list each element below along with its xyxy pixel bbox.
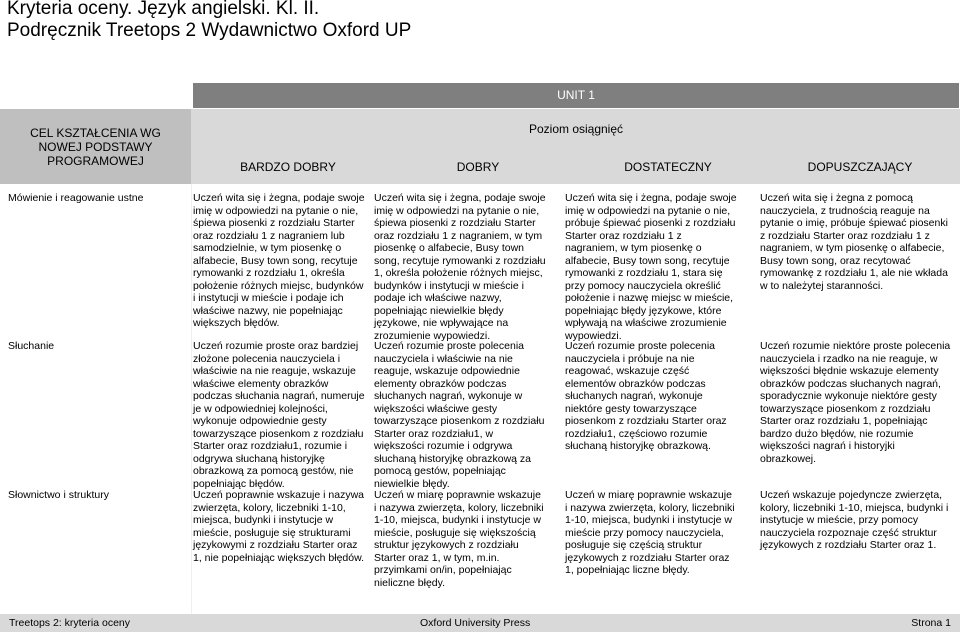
cell-slownictwo-dobry: Uczeń w miarę poprawnie wskazuje i nazywa zwierzęta, kolory, liczebniki 1-10, miejsca, budynki i instytucje w mieście, posługuje się większością struktur językowych z rozdziału Starter oraz 1, w tym, m.in. przyimkami on/in, popełniając nieliczne błędy. (374, 489, 544, 589)
footer-left: Treetops 2: kryteria oceny (9, 617, 130, 629)
column-divider (191, 184, 192, 614)
cell-mowienie-dobry: Uczeń wita się i żegna, podaje swoje imię w odpowiedzi na pytanie o nie, śpiewa piosenki z rozdziału Starter oraz rozdziału 1 z nagraniem, w tym piosenkę o alfabecie, Busy town song, recytuje rymowanki z rozdziału 1, określa położenie różnych miejsc, budynków i instytucji w mieście i podaje ich właściwe nazwy, popełniając niewielkie błędy językowe, nie wpływające na zrozumienie wypowiedzi. (374, 192, 546, 342)
cel-header (0, 109, 191, 184)
footer-page-number: Strona 1 (911, 617, 951, 629)
cell-slownictwo-dopuszczajacy: Uczeń wskazuje pojedyncze zwierzęta, kolory, liczebniki 1-10, miejsca, budynki i instytucje w mieście, przy pomocy nauczyciela rozpoznaje część struktur językowych z rozdziału Starter oraz 1. (760, 489, 949, 551)
title-line-1: Kryteria oceny. Język angielski. Kl. II. (7, 0, 320, 19)
cell-sluchanie-bardzo-dobry: Uczeń rozumie proste oraz bardziej złożone polecenia nauczyciela i właściwie na nie reaguje, wskazuje właściwe elementy obrazków podczas słuchania nagrań, numeruje je w odpowiedniej kolejności, wykonuje odpowiednie gesty towarzyszące piosenkom z rozdziału Starter oraz rozdziału1, rozumie i odgrywa słuchaną historyjkę obrazkową za pomocą gestów, nie popełniając błędów. (193, 340, 365, 490)
cel-header-text: CEL KSZTAŁCENIA WG NOWEJ PODSTAWY PROGRAMOWEJ (30, 125, 161, 168)
cell-sluchanie-dobry: Uczeń rozumie proste polecenia nauczyciela i właściwie na nie reaguje, wskazuje odpowiednie elementy obrazków podczas słuchanych nagrań, wykonuje w większości właściwe gesty towarzyszące piosenkom z rozdziału Starter oraz rozdziału1, w większości rozumie i odgrywa słuchaną historyjkę obrazkową za pomocą gestów, popełniając niewielkie błędy. (374, 340, 545, 490)
poziom-header: Poziom osiągnięć (528, 122, 624, 136)
page-footer (0, 614, 960, 632)
cell-mowienie-dostateczny: Uczeń wita się i żegna, podaje swoje imię w odpowiedzi na pytanie o nie, próbuje śpiewać piosenki z rozdziału Starter oraz rozdziału 1 z nagraniem, w tym piosenkę o alfabecie, Busy town song, recytuje rymowanki z rozdziału 1, stara się przy pomocy nauczyciela określić położenie i nazwę miejsc w mieście, popełniając błędy językowe, które wpływają na właściwe zrozumienie wypowiedzi. (565, 192, 737, 342)
cell-slownictwo-bardzo-dobry: Uczeń poprawnie wskazuje i nazywa zwierzęta, kolory, liczebniki 1-10, miejsca, budynki i instytucje w mieście, posługuje się strukturami językowymi z rozdziału Starter oraz 1, nie popełniając większych błędów. (193, 489, 365, 564)
cell-mowienie-bardzo-dobry: Uczeń wita się i żegna, podaje swoje imię w odpowiedzi na pytanie o nie, śpiewa piosenki z rozdziału Starter oraz rozdziału 1 z nagraniem lub samodzielnie, w tym piosenkę o alfabecie, Busy town song, recytuje rymowanki z rozdziału 1, określa położenie różnych miejsc, budynków i instytucji w mieście i podaje ich właściwe nazwy, nie popełniając większych błędów. (193, 192, 365, 329)
cell-sluchanie-dopuszczajacy: Uczeń rozumie niektóre proste polecenia nauczyciela i rzadko na nie reaguje, w większości błędnie wskazuje elementy obrazków podczas słuchanych nagrań, sporadycznie wykonuje niektóre gesty towarzyszące piosenkom z rozdziału Starter oraz rozdziału 1, popełniając bardzo dużo błędów, nie rozumie większości nagrań i historyjki obrazkowej. (760, 340, 951, 465)
row-label-mowienie: Mówienie i reagowanie ustne (8, 192, 144, 204)
document-title (7, 0, 411, 42)
level-header-bardzo-dobry: BARDZO DOBRY (240, 160, 336, 174)
row-label-slownictwo: Słownictwo i struktury (8, 489, 109, 501)
level-header-dobry: DOBRY (456, 160, 500, 174)
title-line-2: Podręcznik Treetops 2 Wydawnictwo Oxford UP (7, 20, 412, 41)
level-header-dopuszczajacy: DOPUSZCZAJĄCY (807, 160, 913, 174)
unit-header: UNIT 1 (193, 83, 959, 108)
cell-slownictwo-dostateczny: Uczeń w miarę poprawnie wskazuje i nazywa zwierzęta, kolory, liczebniki 1-10, miejsca, budynki i instytucje w mieście przy pomocy nauczyciela, posługuje się częścią struktur językowych z rozdziału Starter oraz 1, popełniając liczne błędy. (565, 489, 735, 576)
row-label-sluchanie: Słuchanie (8, 340, 55, 352)
level-header-dostateczny: DOSTATECZNY (624, 160, 712, 174)
cell-sluchanie-dostateczny: Uczeń rozumie proste polecenia nauczyciela i próbuje na nie reagować, wskazuje część elementów obrazków podczas słuchanych nagrań, wykonuje niektóre gesty towarzyszące piosenkom z rozdziału Starter oraz rozdziału1, częściowo rozumie słuchaną historyjkę obrazkową. (565, 340, 727, 452)
cell-mowienie-dopuszczajacy: Uczeń wita się i żegna z pomocą nauczyciela, z trudnością reaguje na pytanie o imię, próbuje śpiewać piosenki z rozdziału Starter oraz rozdziału 1 z nagraniem, w tym piosenkę o alfabecie, Busy town song, oraz recytować rymowankę z rozdziału 1, ale nie wkłada w to należytej staranności. (760, 192, 948, 292)
footer-center: Oxford University Press (420, 617, 531, 629)
